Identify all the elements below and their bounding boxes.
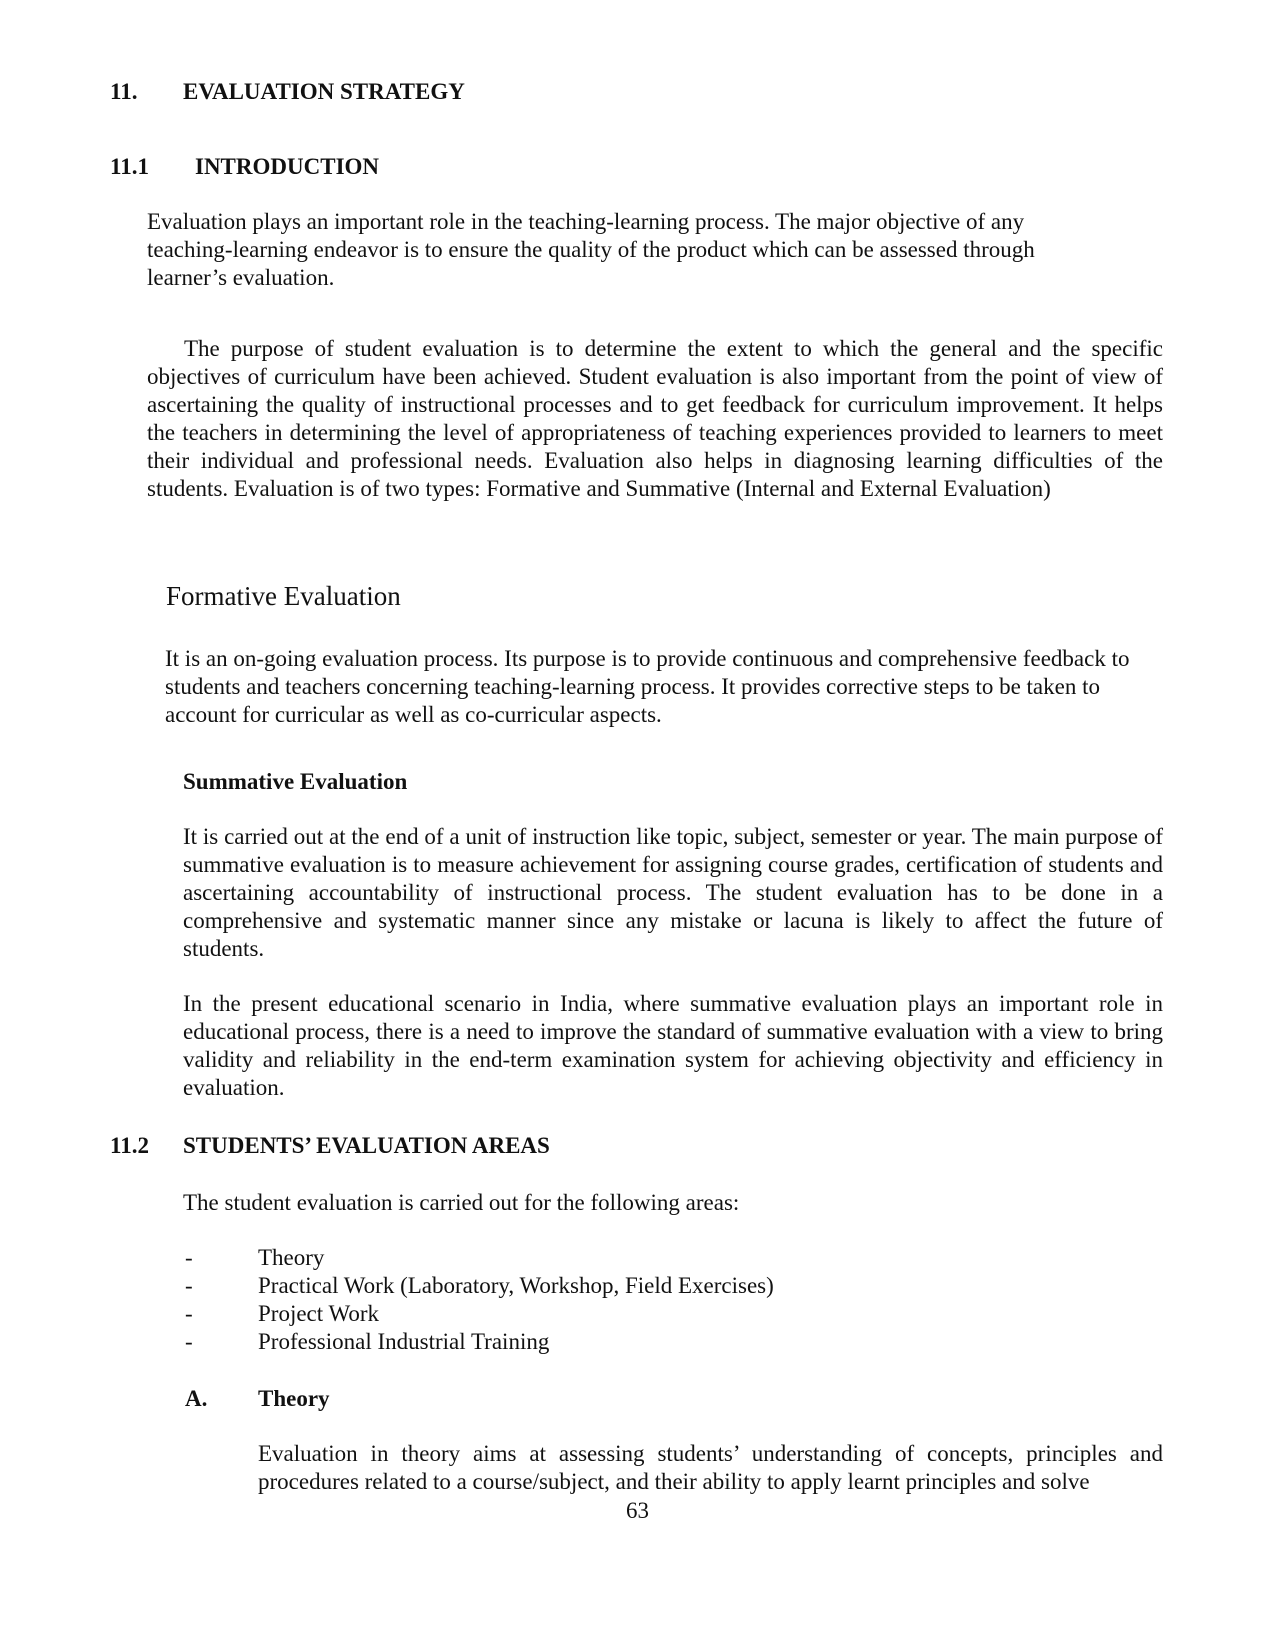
section-number: 11. — [110, 79, 138, 104]
subsection-title: Theory — [258, 1386, 330, 1411]
summative-paragraph-1: It is carried out at the end of a unit of instruction like topic, subject, semester or year. The main purpose of summative evaluation is to measure achievement for assigning course grades, certification of students and ascertaining accountability of instructional process. The student evaluation has to be done in a comprehensive and systematic manner since any mistake or lacuna is likely to affect the future of students. — [183, 824, 1163, 961]
section-title: EVALUATION STRATEGY — [183, 79, 465, 104]
intro-paragraph-2: The purpose of student evaluation is to determine the extent to which the general and the specific objectives of curriculum have been achieved. Student evaluation is also important from the point of view of ascertaining the quality of instructional processes and to get feedback for curriculum improvement. It helps the teachers in determining the level of appropriateness of teaching experiences provided to learners to meet their individual and professional needs. Evaluation also helps in diagnosing learning difficulties of the students. Evaluation is of two types: Formative and Summative (Internal and External Evaluation) — [147, 336, 1163, 501]
intro-paragraph-1: Evaluation plays an important role in the teaching-learning process. The major objective of any teaching-learning endeavor is to ensure the quality of the product which can be assessed through learner’s evaluation. — [147, 209, 1035, 290]
list-item-text: Theory — [258, 1245, 325, 1270]
section-number: 11.2 — [110, 1133, 149, 1158]
list-item-text: Project Work — [258, 1301, 380, 1326]
dash-marker: - — [185, 1329, 193, 1354]
page-number: 63 — [626, 1498, 649, 1523]
dash-marker: - — [185, 1301, 193, 1326]
dash-marker: - — [185, 1245, 193, 1270]
section-title: INTRODUCTION — [195, 154, 380, 179]
list-item-text: Professional Industrial Training — [258, 1329, 550, 1354]
subsection-letter: A. — [185, 1386, 208, 1411]
theory-paragraph: Evaluation in theory aims at assessing students’ understanding of concepts, principles and procedures related to a course/subject, and their ability to apply learnt principles and solve — [258, 1441, 1163, 1494]
list-item-text: Practical Work (Laboratory, Workshop, Field Exercises) — [258, 1273, 774, 1298]
summative-heading: Summative Evaluation — [183, 769, 408, 794]
section-title: STUDENTS’ EVALUATION AREAS — [183, 1133, 550, 1158]
section-number: 11.1 — [110, 154, 149, 179]
areas-intro: The student evaluation is carried out for the following areas: — [183, 1190, 740, 1215]
formative-heading: Formative Evaluation — [166, 581, 401, 611]
formative-paragraph: It is an on-going evaluation process. Its purpose is to provide continuous and comprehensive feedback to students and teachers concerning teaching-learning process. It provides corrective steps to be taken to account for curricular as well as co-curricular aspects. — [165, 646, 1130, 727]
dash-marker: - — [185, 1273, 193, 1298]
summative-paragraph-2: In the present educational scenario in India, where summative evaluation plays an important role in educational process, there is a need to improve the standard of summative evaluation with a view to bring validity and reliability in the end-term examination system for achieving objectivity and efficiency in evaluation. — [183, 991, 1163, 1100]
